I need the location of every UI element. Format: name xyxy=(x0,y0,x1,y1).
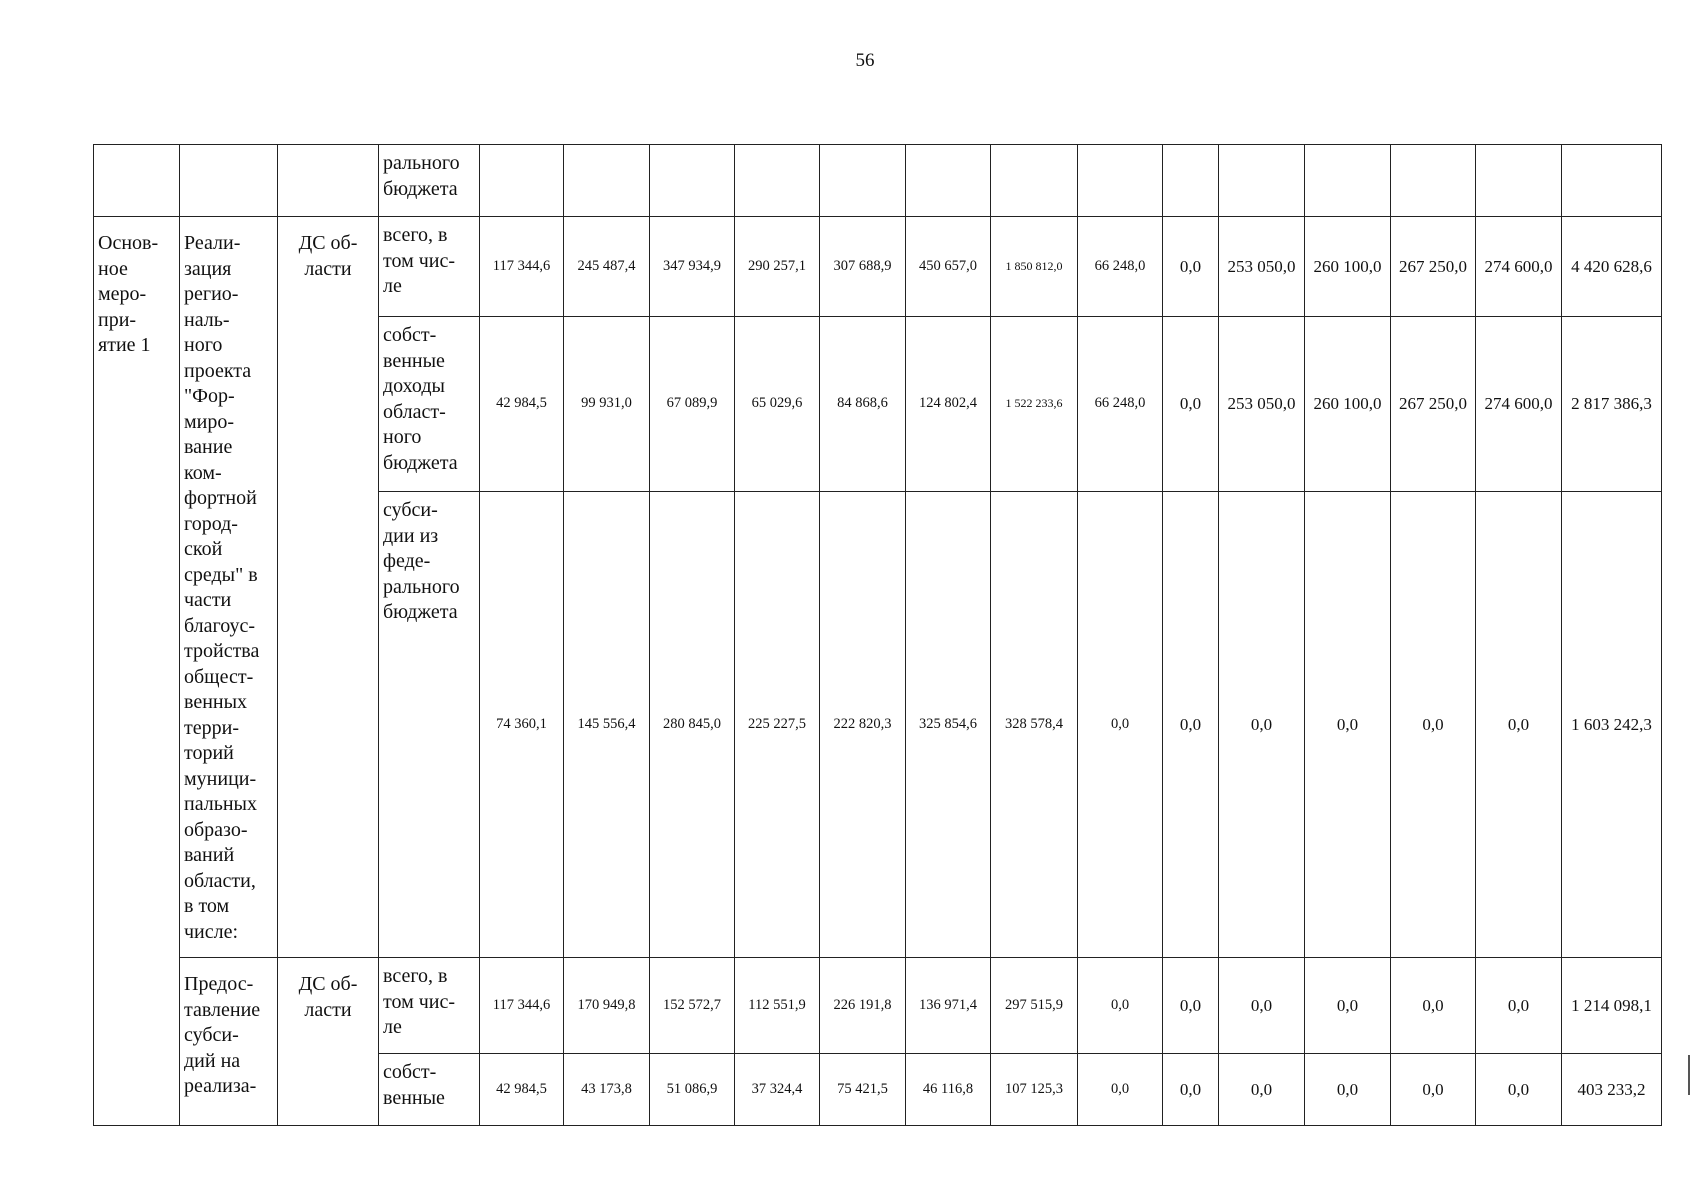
event-cell: Основ- ное меро- при- ятие 1 xyxy=(94,217,180,1126)
value-cell: 274 600,0 xyxy=(1476,217,1562,317)
value-cell: 0,0 xyxy=(1476,1054,1562,1126)
value-cell xyxy=(820,145,906,217)
table-row xyxy=(94,217,1662,317)
value-cell: 1 850 812,0 xyxy=(991,217,1078,317)
value-cell: 0,0 xyxy=(1476,958,1562,1054)
value-cell: 0,0 xyxy=(1476,492,1562,958)
value-cell: 0,0 xyxy=(1219,1054,1305,1126)
value-cell: 253 050,0 xyxy=(1219,317,1305,492)
value-cell: 0,0 xyxy=(1163,317,1219,492)
value-cell: 0,0 xyxy=(1163,492,1219,958)
source-cell: собст- венные xyxy=(379,1054,480,1126)
value-cell xyxy=(1219,145,1305,217)
value-cell: 51 086,9 xyxy=(650,1054,735,1126)
value-cell: 1 522 233,6 xyxy=(991,317,1078,492)
value-cell xyxy=(1305,145,1391,217)
executor-cell: ДС об- ласти xyxy=(278,217,379,958)
value-cell xyxy=(991,145,1078,217)
scan-edge-mark xyxy=(1688,1055,1690,1095)
value-cell xyxy=(1078,145,1163,217)
value-cell: 74 360,1 xyxy=(480,492,564,958)
value-cell: 170 949,8 xyxy=(564,958,650,1054)
value-cell: 267 250,0 xyxy=(1391,217,1476,317)
value-cell: 0,0 xyxy=(1078,1054,1163,1126)
source-cell: собст- венные доходы област- ного бюджета xyxy=(379,317,480,492)
value-cell: 0,0 xyxy=(1391,492,1476,958)
value-cell: 1 603 242,3 xyxy=(1562,492,1662,958)
value-cell xyxy=(650,145,735,217)
value-cell: 225 227,5 xyxy=(735,492,820,958)
value-cell: 107 125,3 xyxy=(991,1054,1078,1126)
value-cell: 267 250,0 xyxy=(1391,317,1476,492)
value-cell: 42 984,5 xyxy=(480,1054,564,1126)
budget-table xyxy=(93,144,1662,1126)
value-cell: 280 845,0 xyxy=(650,492,735,958)
value-cell: 325 854,6 xyxy=(906,492,991,958)
value-cell xyxy=(906,145,991,217)
value-cell xyxy=(735,145,820,217)
source-cell: рального бюджета xyxy=(379,145,480,217)
value-cell: 0,0 xyxy=(1163,1054,1219,1126)
value-cell: 260 100,0 xyxy=(1305,217,1391,317)
value-cell: 0,0 xyxy=(1305,492,1391,958)
value-cell: 0,0 xyxy=(1163,217,1219,317)
page-number: 56 xyxy=(855,50,875,71)
value-cell: 347 934,9 xyxy=(650,217,735,317)
value-cell: 43 173,8 xyxy=(564,1054,650,1126)
value-cell: 117 344,6 xyxy=(480,217,564,317)
value-cell xyxy=(1476,145,1562,217)
event-cell xyxy=(94,145,180,217)
value-cell xyxy=(1163,145,1219,217)
value-cell: 274 600,0 xyxy=(1476,317,1562,492)
value-cell xyxy=(480,145,564,217)
value-cell: 145 556,4 xyxy=(564,492,650,958)
value-cell: 136 971,4 xyxy=(906,958,991,1054)
value-cell: 84 868,6 xyxy=(820,317,906,492)
value-cell: 66 248,0 xyxy=(1078,317,1163,492)
value-cell: 290 257,1 xyxy=(735,217,820,317)
value-cell xyxy=(564,145,650,217)
value-cell: 67 089,9 xyxy=(650,317,735,492)
value-cell xyxy=(1391,145,1476,217)
value-cell: 0,0 xyxy=(1078,492,1163,958)
value-cell: 222 820,3 xyxy=(820,492,906,958)
value-cell: 0,0 xyxy=(1078,958,1163,1054)
value-cell: 42 984,5 xyxy=(480,317,564,492)
value-cell: 75 421,5 xyxy=(820,1054,906,1126)
value-cell xyxy=(1562,145,1662,217)
value-cell: 0,0 xyxy=(1391,958,1476,1054)
name-cell: Предос- тавление субси- дий на реализа- xyxy=(180,958,278,1126)
value-cell: 2 817 386,3 xyxy=(1562,317,1662,492)
value-cell: 226 191,8 xyxy=(820,958,906,1054)
value-cell: 0,0 xyxy=(1391,1054,1476,1126)
name-cell xyxy=(180,145,278,217)
value-cell: 0,0 xyxy=(1219,958,1305,1054)
value-cell: 1 214 098,1 xyxy=(1562,958,1662,1054)
value-cell: 0,0 xyxy=(1305,1054,1391,1126)
value-cell: 124 802,4 xyxy=(906,317,991,492)
value-cell: 328 578,4 xyxy=(991,492,1078,958)
value-cell: 450 657,0 xyxy=(906,217,991,317)
value-cell: 112 551,9 xyxy=(735,958,820,1054)
name-cell: Реали- зация регио- наль- ного проекта "Фор- миро- вание ком- фортной город- ской среды" в части благоус- тройства общест- венных терри- торий муници- пальных образо- ваний области, в том числе: xyxy=(180,217,278,958)
value-cell: 66 248,0 xyxy=(1078,217,1163,317)
value-cell: 260 100,0 xyxy=(1305,317,1391,492)
value-cell: 65 029,6 xyxy=(735,317,820,492)
value-cell: 4 420 628,6 xyxy=(1562,217,1662,317)
source-cell: субси- дии из феде- рального бюджета xyxy=(379,492,480,958)
value-cell: 0,0 xyxy=(1219,492,1305,958)
source-cell: всего, в том чис- ле xyxy=(379,217,480,317)
table-row xyxy=(94,958,1662,1054)
executor-cell: ДС об- ласти xyxy=(278,958,379,1126)
value-cell: 117 344,6 xyxy=(480,958,564,1054)
value-cell: 297 515,9 xyxy=(991,958,1078,1054)
value-cell: 0,0 xyxy=(1305,958,1391,1054)
executor-cell xyxy=(278,145,379,217)
source-cell: всего, в том чис- ле xyxy=(379,958,480,1054)
value-cell: 99 931,0 xyxy=(564,317,650,492)
table-row xyxy=(94,145,1662,217)
value-cell: 245 487,4 xyxy=(564,217,650,317)
value-cell: 46 116,8 xyxy=(906,1054,991,1126)
value-cell: 307 688,9 xyxy=(820,217,906,317)
value-cell: 253 050,0 xyxy=(1219,217,1305,317)
value-cell: 37 324,4 xyxy=(735,1054,820,1126)
value-cell: 403 233,2 xyxy=(1562,1054,1662,1126)
value-cell: 152 572,7 xyxy=(650,958,735,1054)
value-cell: 0,0 xyxy=(1163,958,1219,1054)
